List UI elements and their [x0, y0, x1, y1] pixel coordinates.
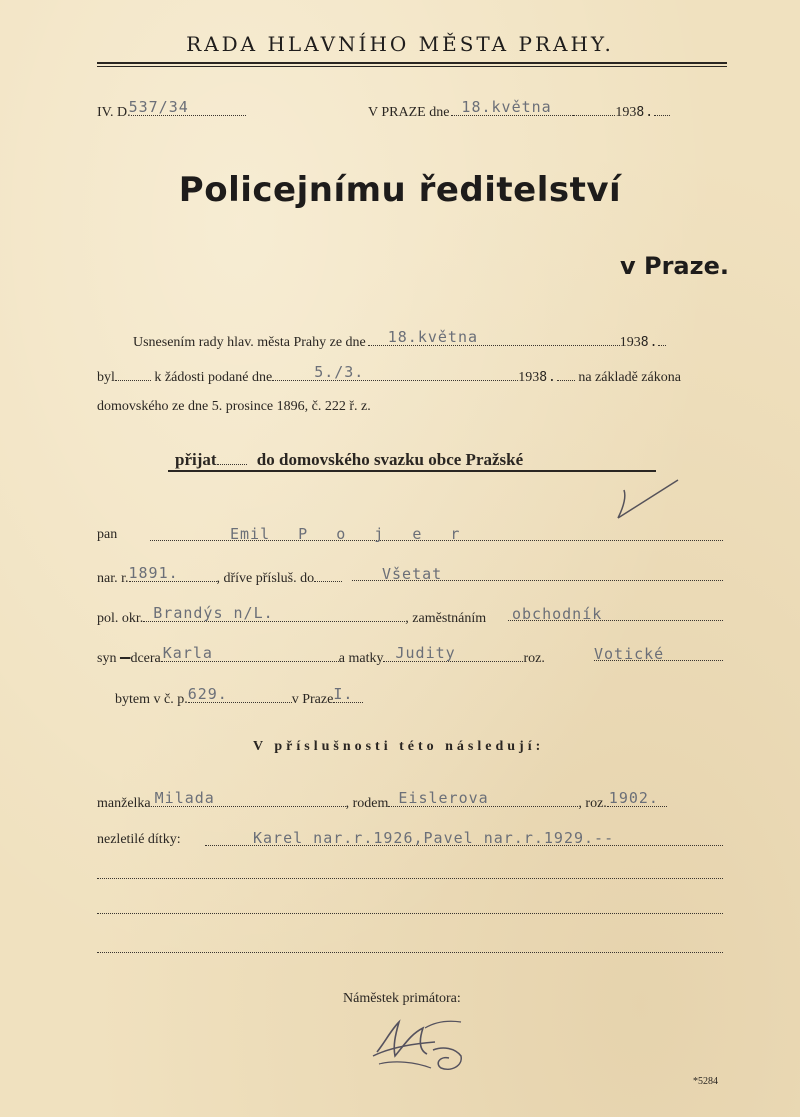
decision-rest: do domovského svazku obce Pražské [256, 450, 524, 469]
district-label: pol. okr. [97, 611, 144, 626]
header-rule-thin [97, 66, 727, 67]
children-label: nezletilé dítky: [97, 832, 181, 847]
wife-label: manželka [97, 796, 151, 811]
signatory-label: Náměstek primátora: [343, 991, 461, 1006]
decision-word: přijat [175, 450, 217, 469]
son-label: syn [97, 651, 117, 666]
wife-row [97, 789, 667, 812]
daughter-label-struck [120, 651, 131, 666]
daughter-label: dcera [130, 651, 161, 666]
maiden-name: Votické [594, 645, 665, 663]
issue-date: 18.května [461, 98, 552, 116]
ref-prefix: IV. D. [97, 105, 131, 120]
resolution-text: Usnesením rady hlav. města Prahy ze dne [133, 335, 366, 350]
request-year-typed: 8. [539, 370, 557, 385]
resolution-year-typed: 8. [640, 335, 659, 350]
residence-row [115, 685, 363, 708]
decision-line [175, 450, 523, 470]
header-rule [97, 62, 727, 64]
parents-row [97, 644, 545, 667]
law-basis: na základě zákona [578, 370, 681, 385]
blank-line-2 [97, 913, 723, 914]
wife-roz-label: , roz. [578, 796, 607, 811]
year-label: 193 [615, 105, 637, 120]
resolution-line-3: domovského ze dne 5. prosince 1896, č. 222 ř. z. [97, 399, 371, 414]
wife-birth-year: 1902. [608, 789, 659, 807]
resolution-line-2 [97, 363, 681, 386]
maiden-label: roz. [523, 651, 545, 666]
council-header: RADA HLAVNÍHO MĚSTA PRAHY. [186, 32, 614, 56]
birth-year: 1891. [128, 564, 179, 582]
request-year: 193 [518, 370, 540, 385]
request-date: 5./3. [314, 363, 365, 381]
addressee-city: v Praze. [620, 252, 729, 280]
reference-line [97, 98, 246, 121]
pan-label: pan [97, 527, 118, 542]
father-name: Karla [162, 644, 213, 662]
occupation-label: , zaměstnáním [405, 611, 487, 626]
date-line [368, 98, 670, 121]
place-prefix: V PRAZE dne [368, 105, 450, 120]
dependents-heading: V příslušnosti této následují: [253, 739, 545, 754]
ref-number: 537/34 [128, 98, 189, 116]
checkmark-icon [612, 476, 682, 524]
year-typed: 8. [636, 105, 655, 120]
wife-maiden: Eislerova [398, 789, 489, 807]
birth-row [97, 564, 342, 587]
residence-label: bytem v č. p. [115, 692, 188, 707]
decision-underline [168, 470, 656, 472]
city-district: I. [333, 685, 354, 703]
house-number: 629. [187, 685, 228, 703]
mother-name: Judity [395, 644, 456, 662]
signature-icon [365, 1012, 475, 1082]
occupation: obchodník [512, 605, 603, 623]
resolution-date: 18.května [387, 328, 479, 346]
request-text: k žádosti podané dne [154, 370, 273, 385]
blank-line-1 [97, 878, 723, 879]
city-label: v Praze [291, 692, 334, 707]
district: Brandýs n/L. [153, 604, 274, 622]
resolution-line-1 [133, 328, 666, 351]
wife-name: Milada [154, 789, 215, 807]
person-name: Emil P o j e r [230, 525, 461, 543]
children: Karel nar.r.1926,Pavel nar.r.1929.-- [253, 829, 615, 847]
born-label: , rodem [345, 796, 389, 811]
birth-label: nar. r. [97, 571, 129, 586]
print-code: *5284 [693, 1076, 718, 1087]
district-row [97, 604, 487, 627]
mother-label: a matky [338, 651, 384, 666]
addressee-title: Policejnímu ředitelství [178, 170, 622, 210]
previous-place-label: , dříve přísluš. do [216, 571, 315, 586]
previous-place: Všetat [382, 565, 443, 583]
resolution-year: 193 [619, 335, 641, 350]
blank-line-3 [97, 952, 723, 953]
byl-label: byl [97, 370, 115, 385]
